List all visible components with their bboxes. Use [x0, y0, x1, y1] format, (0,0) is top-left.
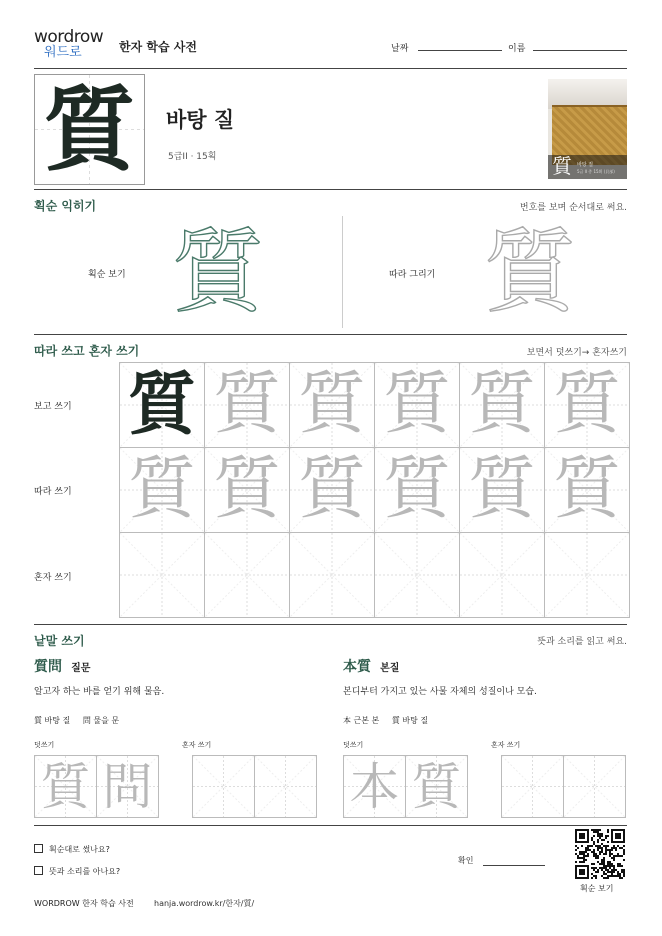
site-title: 한자 학습 사전: [119, 40, 197, 54]
word-1-trace-cell[interactable]: [96, 755, 159, 818]
word-2-solo-cell[interactable]: [501, 755, 564, 818]
word-2-part-1-reading: 근본 본: [353, 716, 380, 725]
practice-cell[interactable]: [204, 532, 290, 618]
stroke-divider: [342, 216, 343, 328]
practice-cell[interactable]: [374, 532, 460, 618]
practice-hanja: 質: [297, 450, 366, 529]
word-1-part-1-char: 質: [34, 716, 42, 725]
practice-hanja: 質: [552, 450, 621, 529]
hanja-meaning: 바탕 질: [166, 108, 235, 132]
row-label-view: 보고 쓰기: [34, 402, 72, 412]
practice-hanja: 質: [212, 365, 281, 444]
words-section-note: 뜻과 소리를 읽고 써요.: [537, 637, 627, 647]
stroke-order-diagram: [168, 220, 268, 326]
date-label: 날짜: [391, 44, 409, 54]
stroke-trace-hanja: 質: [483, 219, 576, 326]
guide-lines: [255, 756, 316, 817]
qr-label: 획순 보기: [580, 884, 614, 893]
word-1-definition: 알고자 하는 바를 얻기 위해 물음.: [34, 687, 165, 697]
checkbox-1[interactable]: [34, 844, 43, 853]
confirm-label: 확인: [458, 856, 474, 865]
word-1-solo-label: 혼자 쓰기: [182, 741, 212, 749]
guide-lines: [205, 533, 289, 617]
divider-2: [34, 334, 627, 335]
photo-caption-1: 바탕 질: [577, 162, 594, 168]
checkbox-2[interactable]: [34, 866, 43, 875]
footer-brand: WORDROW 한자 학습 사전: [34, 899, 134, 908]
word-1-solo-cell[interactable]: [192, 755, 255, 818]
main-hanja: 質: [43, 75, 136, 184]
hanja-photo: [548, 79, 627, 179]
practice-cell[interactable]: [119, 532, 205, 618]
check-2-label: 뜻과 소리를 아나요?: [49, 867, 121, 876]
name-field[interactable]: [533, 50, 627, 51]
practice-cell[interactable]: [459, 362, 545, 448]
practice-hanja: 質: [467, 365, 536, 444]
check-stroke-order[interactable]: [34, 844, 110, 855]
word-2-parts: [343, 715, 428, 726]
word-2-part-1-char: 本: [343, 716, 351, 725]
guide-lines: [502, 756, 563, 817]
guide-lines: [120, 533, 204, 617]
word-1-heading: [34, 656, 90, 676]
logo-text-bottom: 워드로: [44, 45, 82, 60]
word-2-solo-cell[interactable]: [563, 755, 626, 818]
practice-cell[interactable]: [459, 447, 545, 533]
practice-cell[interactable]: [119, 447, 205, 533]
practice-hanja: 質: [127, 450, 196, 529]
practice-cell[interactable]: [119, 362, 205, 448]
divider-3: [34, 624, 627, 625]
word-1-trace-cell[interactable]: [34, 755, 97, 818]
word-1-part-2-char: 問: [82, 716, 91, 725]
date-field[interactable]: [418, 50, 502, 51]
footer-url[interactable]: hanja.wordrow.kr/한자/質/: [154, 899, 255, 908]
practice-cell[interactable]: [204, 447, 290, 533]
word-2-trace-hanja: 本: [349, 757, 400, 816]
hanja-meta: 5급II · 15획: [168, 152, 217, 162]
row-label-solo: 혼자 쓰기: [34, 573, 72, 583]
guide-lines: [193, 756, 254, 817]
practice-cell[interactable]: [544, 362, 630, 448]
wordrow-logo[interactable]: [34, 28, 110, 68]
stroke-trace-diagram[interactable]: [480, 220, 580, 326]
word-1-part-1-reading: 바탕 질: [44, 716, 71, 725]
practice-hanja: 質: [297, 365, 366, 444]
word-2-part-2-reading: 바탕 질: [402, 716, 429, 725]
word-1-solo-cell[interactable]: [254, 755, 317, 818]
practice-hanja: 質: [212, 450, 281, 529]
word-1-hangul: 질문: [71, 663, 91, 674]
guide-lines: [545, 533, 629, 617]
word-2-trace-hanja: 質: [411, 757, 462, 816]
confirm-field[interactable]: [483, 865, 545, 866]
row-label-trace: 따라 쓰기: [34, 487, 72, 497]
words-section-title: 낱말 쓰기: [34, 634, 85, 648]
practice-cell[interactable]: [289, 362, 375, 448]
word-1-part-2-reading: 물을 문: [93, 716, 120, 725]
word-1-trace-label: 덧쓰기: [34, 741, 55, 749]
stroke-trace-label: 따라 그리기: [389, 270, 436, 280]
qr-code[interactable]: [575, 829, 625, 879]
photo-hanja: 質: [552, 154, 572, 178]
word-1-trace-hanja: 問: [102, 757, 153, 816]
practice-hanja: 質: [127, 365, 196, 445]
practice-cell[interactable]: [544, 532, 630, 618]
word-2-hanja: 本質: [343, 659, 371, 675]
header-divider: [34, 68, 627, 69]
guide-lines: [290, 533, 374, 617]
main-hanja-box: [34, 74, 145, 185]
practice-cell[interactable]: [374, 447, 460, 533]
word-1-trace-hanja: 質: [40, 757, 91, 816]
word-2-part-2-char: 質: [391, 716, 400, 725]
practice-hanja: 質: [382, 365, 451, 444]
word-2-trace-cell[interactable]: [343, 755, 406, 818]
stroke-order-hanja: 質: [171, 219, 264, 326]
stroke-section-title: 획순 익히기: [34, 199, 97, 213]
practice-cell[interactable]: [374, 362, 460, 448]
guide-lines: [375, 533, 459, 617]
practice-cell[interactable]: [289, 447, 375, 533]
stroke-section-note: 번호를 보며 순서대로 써요.: [519, 203, 627, 213]
word-1-hanja: 質問: [34, 659, 62, 675]
check-1-label: 획순대로 썼나요?: [49, 845, 110, 854]
word-2-hangul: 본질: [380, 663, 400, 674]
stroke-view-label: 획순 보기: [88, 270, 126, 280]
word-2-trace-cell[interactable]: [405, 755, 468, 818]
word-2-solo-label: 혼자 쓰기: [491, 741, 521, 749]
guide-lines: [460, 533, 544, 617]
practice-cell[interactable]: [544, 447, 630, 533]
word-2-heading: [343, 656, 399, 676]
practice-cell[interactable]: [459, 532, 545, 618]
divider-4: [34, 825, 627, 826]
practice-hanja: 質: [552, 365, 621, 444]
guide-lines: [564, 756, 625, 817]
word-2-definition: 본디부터 가지고 있는 사물 자체의 성질이나 모습.: [343, 687, 537, 697]
practice-cell[interactable]: [204, 362, 290, 448]
photo-caption-2: 5급 II 총 15획 (貝部): [577, 169, 615, 174]
word-1-parts: [34, 715, 119, 726]
divider-1: [34, 189, 627, 190]
name-label: 이름: [508, 44, 526, 54]
practice-section-note: 보면서 덧쓰기→ 혼자쓰기: [526, 348, 627, 358]
word-2-trace-label: 덧쓰기: [343, 741, 364, 749]
logo-text-top: wordrow: [34, 27, 104, 47]
practice-section-title: 따라 쓰고 혼자 쓰기: [34, 344, 140, 358]
practice-hanja: 質: [382, 450, 451, 529]
practice-hanja: 質: [467, 450, 536, 529]
check-meaning[interactable]: [34, 866, 120, 877]
practice-cell[interactable]: [289, 532, 375, 618]
